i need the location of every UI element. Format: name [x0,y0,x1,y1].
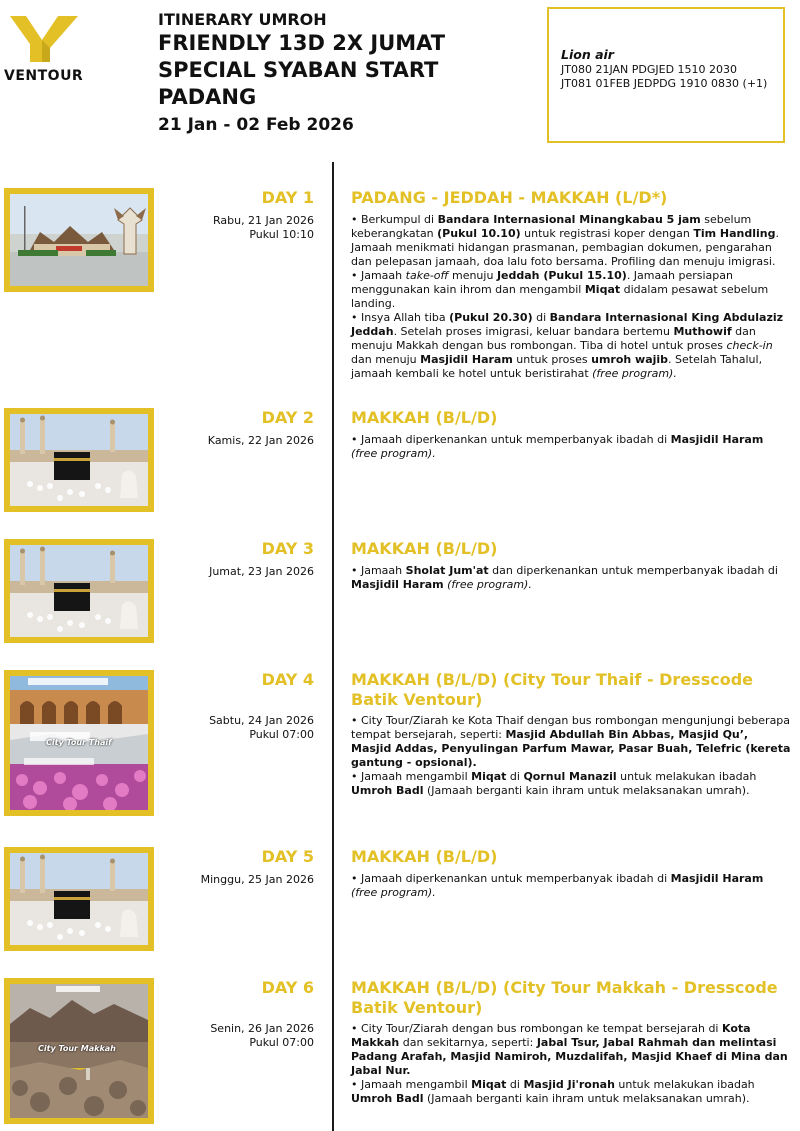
itinerary-label: ITINERARY UMROH [158,10,327,29]
text: (Jamaah berganti kain ihram untuk melaksanakan umrah). [423,1092,750,1105]
description-paragraph [351,770,791,798]
day-label: DAY 3 [261,539,314,558]
italic-text: check-in [726,339,773,352]
day-photo [4,188,154,292]
bold-text: Miqat [471,770,507,783]
text: di [532,311,550,324]
text: untuk melakukan ibadah [614,1078,755,1091]
text: . Setelah Tahalul, jamaah kembali ke hotel untuk beristirahat [351,353,763,380]
timeline-divider [332,162,334,1131]
italic-text: (free program). [351,886,436,899]
text: • Jamaah diperkenankan untuk memperbanyak ibadah di [351,433,671,446]
text: (Jamaah berganti kain ihram untuk melaksanakan umrah). [423,784,750,797]
description-paragraph [351,564,791,592]
day-label: DAY 1 [261,188,314,207]
description-paragraph [351,714,791,770]
text: . Jamaah menikmati hidangan prasmanan, pembagian dokumen, pengarahan dan pelepasan jamaah, doa lalu foto bersama. Profiling dan menuju imigrasi. [351,227,779,268]
day-description [351,433,791,461]
text: • Jamaah mengambil [351,1078,472,1091]
italic-text: (free program). [447,578,532,591]
bold-text: Masjidil Haram [670,872,764,885]
photo-caption: City Tour Makkah [38,1044,116,1053]
day-label: DAY 5 [261,847,314,866]
day-date: Sabtu, 24 Jan 2026 [209,714,314,727]
bold-text: Qornul Manazil [523,770,617,783]
travel-dates: 21 Jan - 02 Feb 2026 [158,115,354,135]
text: didalam pesawat sebelum landing. [351,283,769,310]
day-date: Rabu, 21 Jan 2026 [212,214,314,227]
text: dan menuju [351,353,421,366]
package-title: FRIENDLY 13D 2X JUMAT SPECIAL SYABAN START PADANG [158,31,446,109]
day-title: MAKKAH (B/L/D) [351,408,498,427]
bold-text: (Pukul 10.10) [437,227,521,240]
city-tour-makkah-photo [10,984,148,1118]
text: . Jamaah persiapan menggunakan kain ihrom dan mengambil [351,269,733,296]
text: untuk proses [512,353,592,366]
bold-text: Masjidil Haram [420,353,513,366]
day-description [351,564,791,592]
italic-text: (free program). [592,367,677,380]
bold-text: Masjid Abdullah Bin Abbas, Masjid Qu’, Masjid Addas, Penyulingan Parfum Mawar, Pasar Buah, Telefric (kereta gantung - opsional). [351,728,791,769]
text: • Jamaah [351,269,406,282]
text: di [506,1078,524,1091]
day-photo [4,670,154,816]
text: dan sekitarnya, seperti: [399,1036,537,1049]
kaaba-photo [10,853,148,945]
text: sebelum keberangkatan [351,213,752,240]
photo-caption: City Tour Thaif [46,738,112,747]
bold-text: Jeddah (Pukul 15.10) [496,269,627,282]
text: • Berkumpul di [351,213,438,226]
description-paragraph [351,433,791,461]
logo-text: VENTOUR [4,68,84,84]
description-paragraph [351,1078,791,1106]
kaaba-photo [10,545,148,637]
day-description [351,714,791,798]
bold-text: Miqat [471,1078,507,1091]
ventour-logo-mark [8,14,80,64]
day-description [351,872,791,900]
flight-outbound: JT080 21JAN PDGJED 1510 2030 [561,63,738,76]
bold-text: Bandara Internasional Minangkabau 5 jam [437,213,701,226]
flight-info-box [547,7,785,143]
day-photo [4,978,154,1124]
day-time: Pukul 07:00 [249,728,314,741]
bold-text: Miqat [584,283,621,296]
text: dan menuju Makkah dengan bus rombongan. Tiba di hotel untuk proses [351,325,756,352]
airline-name: Lion air [561,47,614,62]
description-paragraph [351,269,791,311]
day-label: DAY 6 [261,978,314,997]
day-date: Senin, 26 Jan 2026 [210,1022,314,1035]
text: • City Tour/Ziarah ke Kota Thaif dengan bus rombongan mengunjungi beberapa tempat bersejarah, seperti: [351,714,791,741]
day-title: PADANG - JEDDAH - MAKKAH (L/D*) [351,188,668,207]
description-paragraph [351,213,791,269]
day-title: MAKKAH (B/L/D) [351,847,498,866]
bold-text: Jabal Tsur, Jabal Rahmah dan melintasi Padang Arafah, Masjid Namiroh, Muzdalifah, Masjid Khaef di Mina dan Jabal Nur. [351,1036,788,1077]
bold-text: Umroh Badl [351,1092,424,1105]
bold-text: Tim Handling [693,227,776,240]
day-title: MAKKAH (B/L/D) [351,539,498,558]
bold-text: umroh wajib [591,353,669,366]
day-time: Pukul 07:00 [249,1036,314,1049]
text: • Jamaah [351,564,406,577]
bold-text: Muthowif [673,325,732,338]
text: dan diperkenankan untuk memperbanyak ibadah di [488,564,778,577]
text: di [506,770,524,783]
day-title: MAKKAH (B/L/D) (City Tour Makkah - Dresscode Batik Ventour) [351,978,778,1017]
description-paragraph [351,311,791,381]
description-paragraph [351,1022,791,1078]
text: • City Tour/Ziarah dengan bus rombongan ke tempat bersejarah di [351,1022,722,1035]
flight-return: JT081 01FEB JEDPDG 1910 0830 (+1) [561,77,768,90]
day-description [351,213,791,381]
day-label: DAY 4 [261,670,314,689]
day-description [351,1022,791,1106]
bold-text: Masjid Ji'ronah [523,1078,615,1091]
itinerary-title-block [158,10,528,136]
kaaba-photo [10,414,148,506]
bold-text: Masjidil Haram [351,578,444,591]
ventour-logo [4,14,84,84]
day-date: Kamis, 22 Jan 2026 [207,434,314,447]
day-photo [4,539,154,643]
text: • Jamaah diperkenankan untuk memperbanyak ibadah di [351,872,671,885]
bold-text: Kota Makkah [351,1022,751,1049]
description-paragraph [351,872,791,900]
text: • Jamaah mengambil [351,770,472,783]
text: untuk melakukan ibadah [616,770,757,783]
day-photo [4,408,154,512]
day-time: Pukul 10:10 [249,228,314,241]
bold-text: Umroh Badl [351,784,424,797]
airport-photo [10,194,148,286]
bold-text: Masjidil Haram [670,433,764,446]
bold-text: Bandara Internasional King Abdulaziz Jeddah [351,311,784,338]
italic-text: take-off [405,269,449,282]
city-tour-thaif-photo [10,676,148,810]
text: • Insya Allah tiba [351,311,450,324]
day-title: MAKKAH (B/L/D) (City Tour Thaif - Dresscode Batik Ventour) [351,670,753,709]
text: . Setelah proses imigrasi, keluar bandara bertemu [393,325,674,338]
text: menuju [448,269,497,282]
bold-text: (Pukul 20.30) [449,311,533,324]
day-date: Minggu, 25 Jan 2026 [200,873,314,886]
day-photo [4,847,154,951]
bold-text: Sholat Jum'at [405,564,489,577]
italic-text: (free program). [351,447,436,460]
text: untuk registrasi koper dengan [520,227,694,240]
day-date: Jumat, 23 Jan 2026 [209,565,314,578]
day-label: DAY 2 [261,408,314,427]
